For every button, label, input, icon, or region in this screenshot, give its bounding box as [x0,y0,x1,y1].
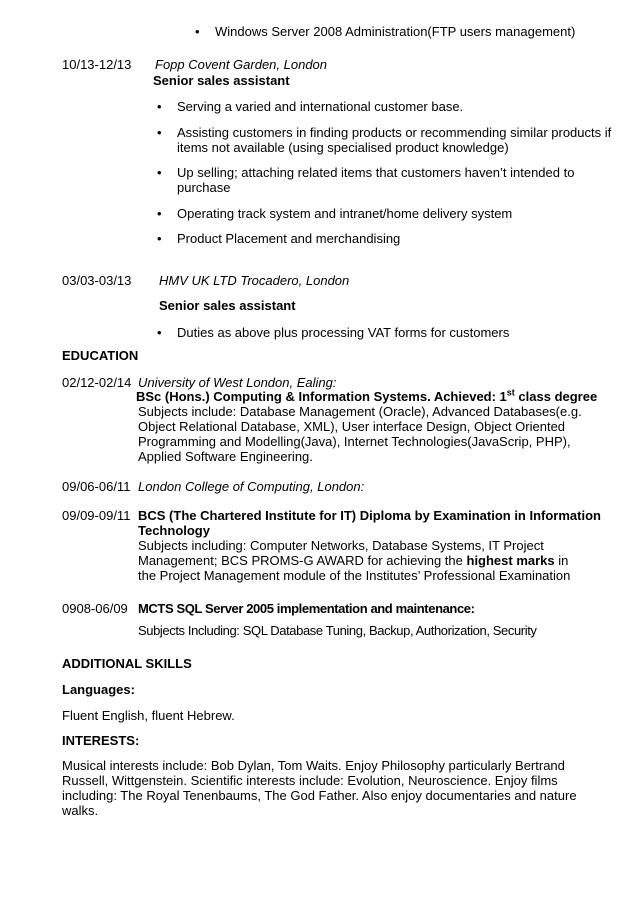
edu-dates: 02/12-02/14 [62,375,132,390]
edu-degree: BSc (Hons.) Computing & Information Systems. Achieved: 1st class degree [136,387,598,404]
job-dates: 03/03-03/13 [62,273,132,288]
bullet-icon: • [195,24,200,39]
edu-dates: 09/06-06/11 [62,479,131,494]
list-item [195,24,615,39]
bullet-icon: • [157,165,162,180]
bullet-icon: • [157,125,162,140]
edu-institution: London College of Computing, London: [138,479,365,494]
list-item: • Up selling; attaching related items that customers haven’t intended to purchase [157,165,575,195]
edu-title: BCS (The Chartered Institute for IT) Diploma by Examination in Information Technology [138,508,601,538]
list-item: • Operating track system and intranet/home delivery system [157,206,513,221]
section-heading-education: EDUCATION [62,348,139,363]
bullet-icon: • [157,99,162,114]
job-dates: 10/13-12/13 [62,57,132,72]
list-item: • Duties as above plus processing VAT forms for customers [157,325,510,340]
edu-dates: 09/09-09/11 [62,508,131,523]
list-item: • Assisting customers in finding products or recommending similar products if items not available (using specialised product knowledge) [157,125,612,155]
interests-heading: INTERESTS: [62,733,140,748]
bullet-icon: • [157,206,162,221]
job-employer: HMV UK LTD Trocadero, London [159,273,350,288]
job-employer: Fopp Covent Garden, London [155,57,328,72]
bullet-icon: • [157,325,162,340]
list-item: • Serving a varied and international customer base. [157,99,464,114]
interests-text: Musical interests include: Bob Dylan, Tom Waits. Enjoy Philosophy particularly Bertrand Russell, Wittgenstein. Scientific interests include: Evolution, Neuroscience. Enjoy films including: The Royal Tenenbaums, The God Father. Also enjoy documentaries and nature walks. [62,758,577,818]
languages-text: Fluent English, fluent Hebrew. [62,708,235,723]
bullet-icon: • [157,231,162,246]
list-item: • Product Placement and merchandising [157,231,401,246]
bullet-text: Windows Server 2008 Administration(FTP users management) [215,24,576,39]
edu-details: Subjects including: Computer Networks, Database Systems, IT Project Management; BCS PROMS-G AWARD for achieving the highest marks in the Project Management module of the Institutes’ Professional Examination [138,538,571,583]
job-role: Senior sales assistant [153,73,290,88]
section-heading-skills: ADDITIONAL SKILLS [62,656,192,671]
edu-title: MCTS SQL Server 2005 implementation and maintenance: [138,601,475,616]
edu-dates: 0908-06/09 [62,601,128,616]
edu-details: Subjects Including: SQL Database Tuning, Backup, Authorization, Security [138,623,537,638]
languages-heading: Languages: [62,682,135,697]
job-role: Senior sales assistant [159,298,296,313]
edu-details: Subjects include: Database Management (Oracle), Advanced Databases(e.g. Object Relational Database, XML), User interface Design, Object Oriented Programming and Modelling(Java), Internet Technologies(JavaScrip, PHP), Applied Software Engineering. [138,404,582,464]
edu-institution: University of West London, Ealing: [138,375,337,390]
